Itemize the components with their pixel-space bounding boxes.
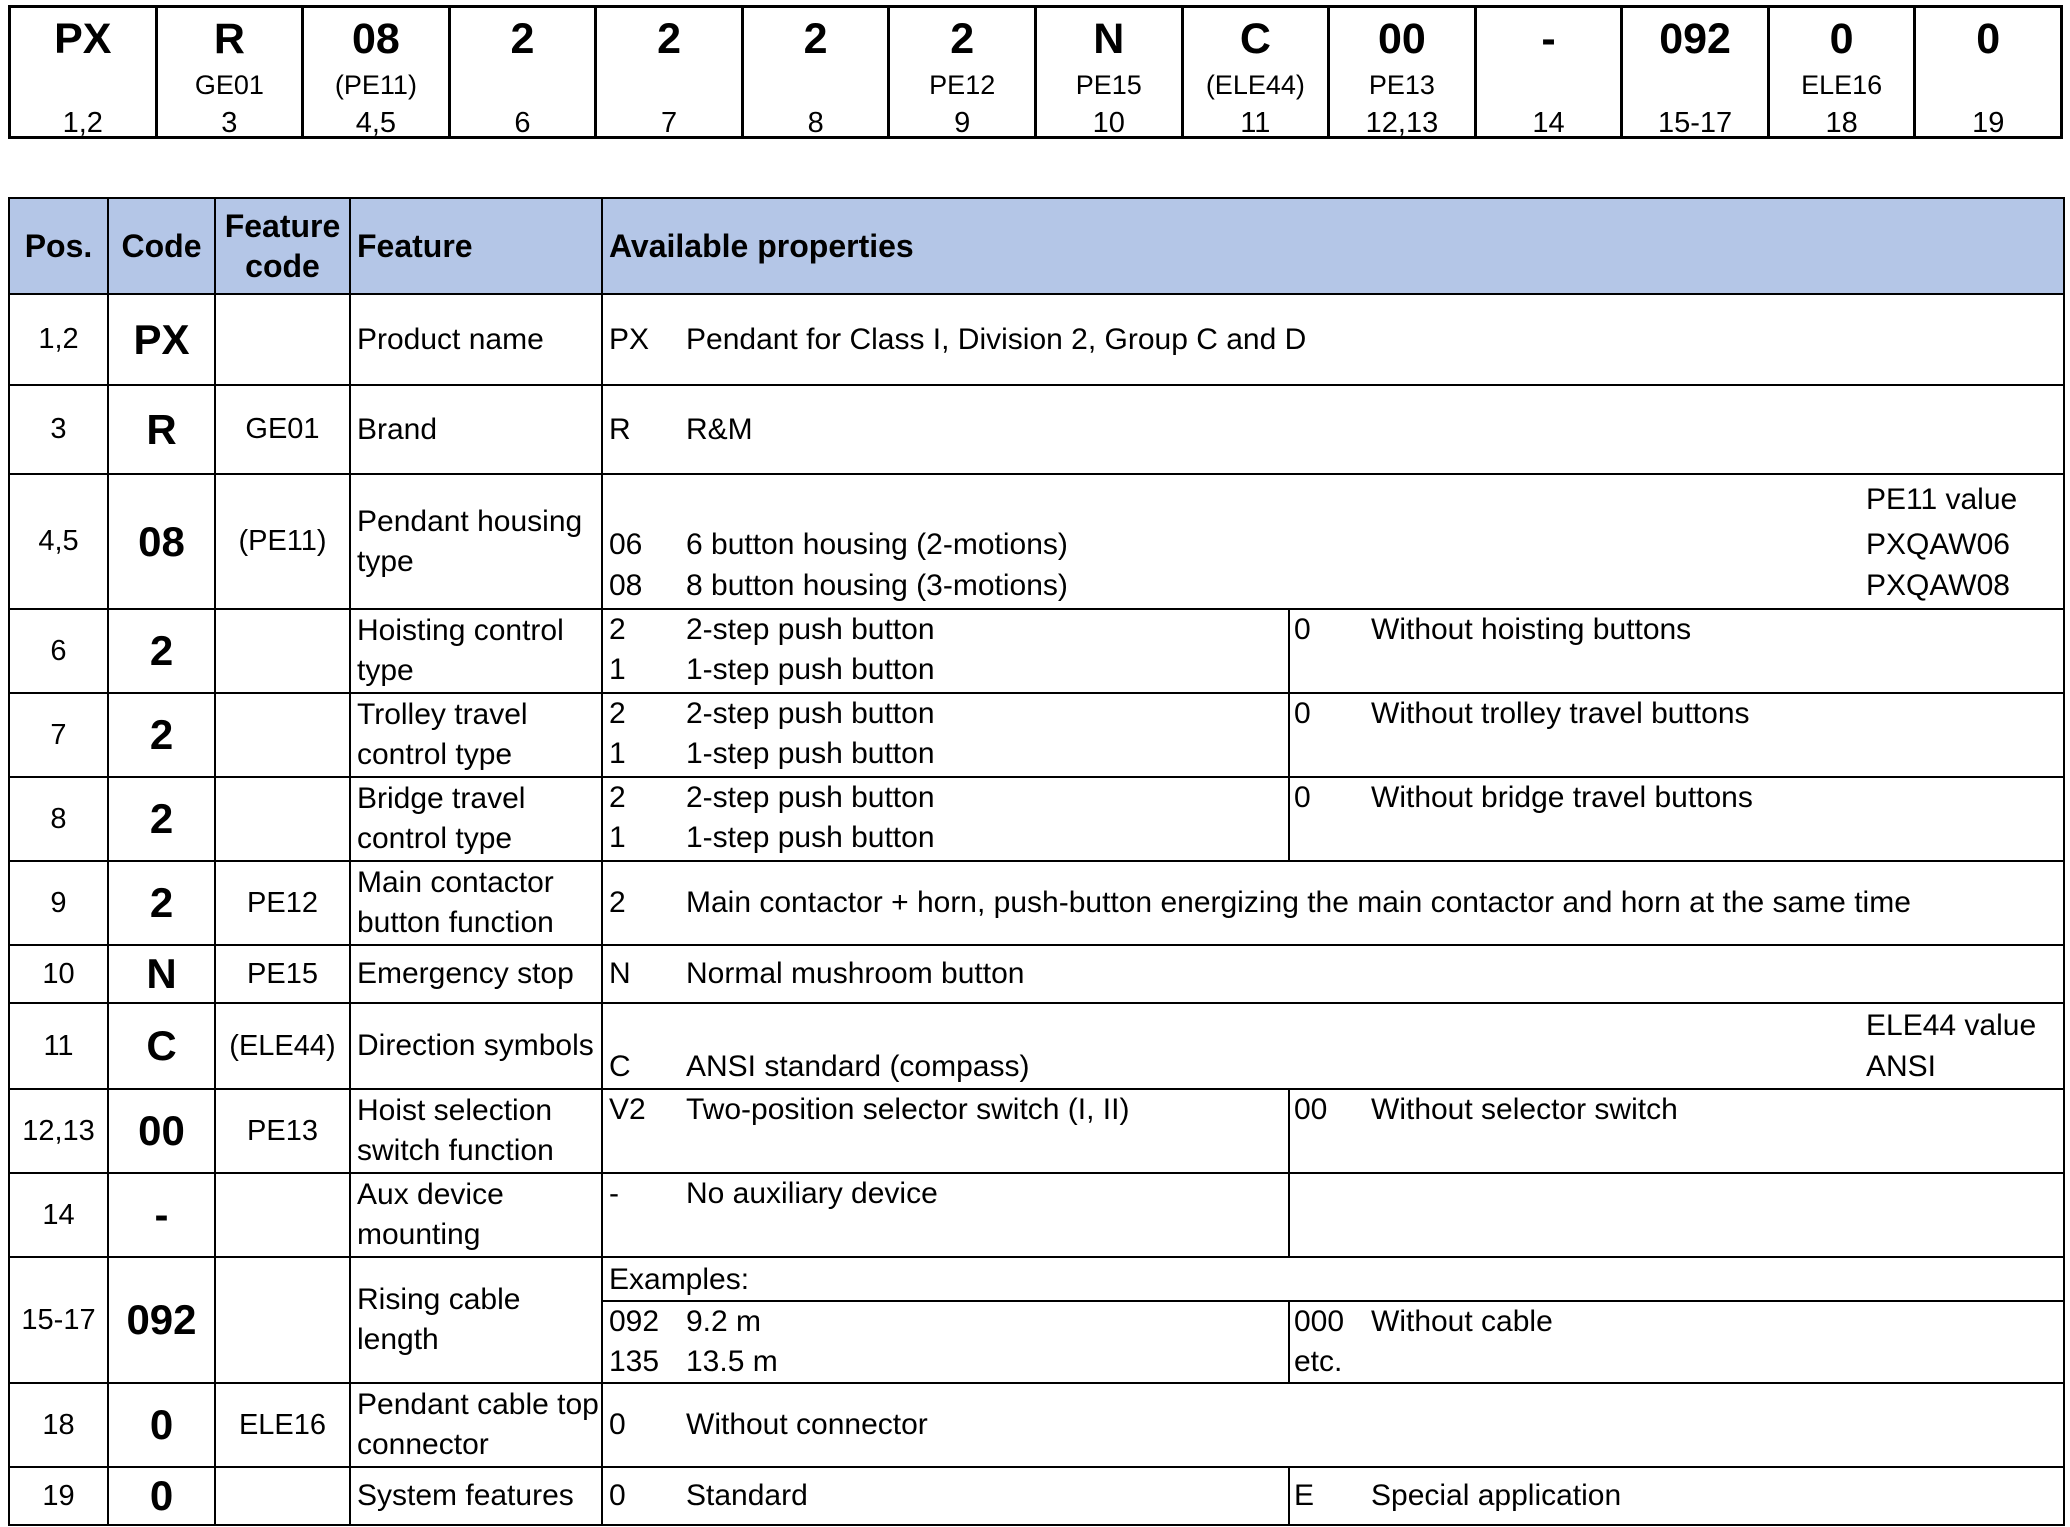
pos-cell: 3 — [9, 385, 108, 474]
properties-cell — [602, 693, 2064, 777]
property-value: Pendant for Class I, Division 2, Group C and D — [686, 323, 1307, 356]
code-position: 14 — [1532, 107, 1565, 139]
property-line — [603, 734, 2063, 774]
property-value: R&M — [686, 413, 753, 446]
code-cell: 092 — [108, 1257, 215, 1383]
table-row — [9, 385, 2064, 474]
code-value: R — [213, 15, 245, 63]
pos-cell: 8 — [9, 777, 108, 861]
code-cell: - — [108, 1173, 215, 1257]
property-line — [603, 566, 2063, 606]
property-key: 2 — [609, 697, 626, 730]
feature-cell: Aux device mounting — [350, 1173, 602, 1257]
property-key: - — [609, 1177, 619, 1210]
pos-cell: 18 — [9, 1383, 108, 1467]
property-line — [603, 610, 2063, 650]
code-cell: 0 — [108, 1383, 215, 1467]
table-row — [9, 693, 2064, 777]
code-feature: PE13 — [1368, 70, 1435, 100]
property-value: 9.2 m — [686, 1305, 762, 1338]
property-key: 0 — [609, 1479, 626, 1512]
feature-code-cell: PE15 — [215, 945, 350, 1003]
code-cell — [304, 8, 451, 139]
code-cell — [1623, 8, 1770, 139]
property-line — [603, 694, 2063, 734]
table-row — [9, 1383, 2064, 1467]
code-cell — [744, 8, 891, 139]
code-position: 10 — [1092, 107, 1125, 139]
table-row — [9, 1089, 2064, 1173]
property-key: N — [609, 957, 631, 990]
code-position: 18 — [1825, 107, 1858, 139]
table-row — [9, 1467, 2064, 1525]
pos-cell: 9 — [9, 861, 108, 945]
properties-cell — [602, 609, 2064, 693]
table-row — [9, 777, 2064, 861]
code-value: PX — [54, 15, 112, 63]
feature-code-cell: PE13 — [215, 1089, 350, 1173]
ele44-value: ANSI — [1866, 1050, 1937, 1083]
property-line — [603, 1174, 2063, 1214]
pos-cell: 1,2 — [9, 294, 108, 385]
code-position: 4,5 — [355, 107, 397, 139]
code-value: 092 — [1659, 15, 1731, 63]
properties-cell — [602, 1383, 2064, 1467]
code-cell — [1770, 8, 1917, 139]
table-row — [9, 1257, 2064, 1383]
property-line — [603, 1302, 2063, 1342]
property-line — [603, 1476, 2063, 1516]
table-row — [9, 1173, 2064, 1257]
header-pos: Pos. — [9, 198, 108, 294]
pos-cell: 19 — [9, 1467, 108, 1525]
pe11-value: PXQAW06 — [1866, 528, 2010, 561]
pos-cell: 12,13 — [9, 1089, 108, 1173]
pos-cell: 11 — [9, 1003, 108, 1089]
properties-cell — [602, 945, 2064, 1003]
property-line — [603, 1342, 2063, 1382]
code-value: 0 — [1976, 15, 2001, 63]
property-key: 08 — [609, 569, 643, 602]
feature-code-cell: PE12 — [215, 861, 350, 945]
property-value: 1-step push button — [686, 653, 935, 686]
table-row — [9, 474, 2064, 609]
code-cell: R — [108, 385, 215, 474]
property-line — [603, 410, 2063, 450]
properties-cell — [602, 385, 2064, 474]
code-cell: 2 — [108, 861, 215, 945]
code-cell: 00 — [108, 1089, 215, 1173]
code-cell — [11, 8, 158, 139]
property-key: 0 — [609, 1408, 626, 1441]
feature-cell: Pendant housing type — [350, 474, 602, 609]
feature-cell: Brand — [350, 385, 602, 474]
feature-cell: Direction symbols — [350, 1003, 602, 1089]
table-header-row — [9, 198, 2064, 294]
code-value: 2 — [510, 15, 535, 63]
feature-code-cell — [215, 609, 350, 693]
pos-cell: 6 — [9, 609, 108, 693]
property-key: R — [609, 413, 631, 446]
property-value: 13.5 m — [686, 1345, 778, 1378]
property-key: V2 — [609, 1093, 646, 1126]
feature-cell: Pendant cable top connector — [350, 1383, 602, 1467]
property-line — [603, 320, 2063, 360]
code-value: 2 — [657, 15, 682, 63]
pos-cell: 7 — [9, 693, 108, 777]
property-line — [603, 1047, 2063, 1087]
pe11-value-label: PE11 value — [1866, 483, 2018, 516]
code-value: 00 — [1378, 15, 1426, 63]
feature-code-cell: ELE16 — [215, 1383, 350, 1467]
code-value: N — [1093, 15, 1125, 63]
code-cell — [1477, 8, 1624, 139]
code-cell: 0 — [108, 1467, 215, 1525]
properties-cell — [602, 474, 2064, 609]
property-line — [603, 954, 2063, 994]
property-key: 092 — [609, 1305, 660, 1338]
properties-cell — [602, 861, 2064, 945]
feature-code-cell — [215, 294, 350, 385]
code-value: 08 — [352, 15, 400, 63]
pos-cell: 14 — [9, 1173, 108, 1257]
code-cell: 2 — [108, 693, 215, 777]
property-value: 2-step push button — [686, 697, 935, 730]
code-position: 15-17 — [1657, 107, 1733, 139]
property-value: Special application — [1371, 1479, 1622, 1512]
properties-cell — [602, 294, 2064, 385]
code-cell — [1330, 8, 1477, 139]
feature-code-cell — [215, 1173, 350, 1257]
property-key: 1 — [609, 653, 626, 686]
feature-code-cell — [215, 1467, 350, 1525]
property-value: Without hoisting buttons — [1371, 613, 1692, 646]
property-key: 000 — [1294, 1305, 1345, 1338]
code-value: 2 — [950, 15, 975, 63]
feature-cell: Rising cable length — [350, 1257, 602, 1383]
table-row — [9, 945, 2064, 1003]
feature-cell: Hoisting control type — [350, 609, 602, 693]
property-line — [603, 1405, 2063, 1445]
code-feature: GE01 — [194, 70, 264, 100]
code-position: 8 — [807, 107, 824, 139]
property-key: 1 — [609, 737, 626, 770]
code-cell — [890, 8, 1037, 139]
property-line — [603, 818, 2063, 858]
code-feature: (ELE44) — [1205, 70, 1305, 100]
property-value: 2-step push button — [686, 781, 935, 814]
property-key: etc. — [1294, 1345, 1343, 1378]
property-key: C — [609, 1050, 631, 1083]
feature-code-cell — [215, 693, 350, 777]
code-value: C — [1239, 15, 1271, 63]
pos-cell: 10 — [9, 945, 108, 1003]
pos-cell: 4,5 — [9, 474, 108, 609]
feature-cell: Bridge travel control type — [350, 777, 602, 861]
property-line — [603, 883, 2063, 923]
feature-code-cell: (ELE44) — [215, 1003, 350, 1089]
ele44-value-label: ELE44 value — [1866, 1009, 2037, 1042]
property-value: Without trolley travel buttons — [1371, 697, 1750, 730]
property-value: 1-step push button — [686, 821, 935, 854]
code-feature: (PE11) — [334, 70, 417, 100]
property-line — [603, 650, 2063, 690]
property-key: 2 — [609, 886, 626, 919]
code-cell: C — [108, 1003, 215, 1089]
property-value: Main contactor + horn, push-button energizing the main contactor and horn at the same time — [686, 886, 1911, 919]
property-key: 0 — [1294, 781, 1311, 814]
code-position: 9 — [954, 107, 971, 139]
type-code-strip — [8, 5, 2063, 139]
property-key: 135 — [609, 1345, 660, 1378]
code-feature: PE15 — [1075, 70, 1142, 100]
code-cell: N — [108, 945, 215, 1003]
code-feature: ELE16 — [1801, 70, 1883, 100]
property-value: Without cable — [1371, 1305, 1553, 1338]
property-value: 8 button housing (3-motions) — [686, 569, 1068, 602]
specification-table — [8, 197, 2065, 1526]
property-key: 2 — [609, 613, 626, 646]
code-feature: PE12 — [929, 70, 996, 100]
properties-cell — [602, 1257, 2064, 1383]
code-cell — [1184, 8, 1331, 139]
property-value: Without selector switch — [1371, 1093, 1678, 1126]
code-cell: 2 — [108, 609, 215, 693]
property-value: Two-position selector switch (I, II) — [686, 1093, 1130, 1126]
property-value: 6 button housing (2-motions) — [686, 528, 1068, 561]
table-row — [9, 1003, 2064, 1089]
property-value: Without bridge travel buttons — [1371, 781, 1753, 814]
property-value: Without connector — [686, 1408, 928, 1441]
property-key: 0 — [1294, 697, 1311, 730]
feature-cell: Emergency stop — [350, 945, 602, 1003]
code-cell — [451, 8, 598, 139]
property-key: PX — [609, 323, 650, 356]
property-key: 00 — [1294, 1093, 1328, 1126]
property-line — [603, 525, 2063, 565]
properties-cell — [602, 1173, 2064, 1257]
feature-code-cell — [215, 1257, 350, 1383]
code-position: 19 — [1972, 107, 2005, 139]
feature-cell: System features — [350, 1467, 602, 1525]
property-value: Normal mushroom button — [686, 957, 1025, 990]
code-cell: PX — [108, 294, 215, 385]
feature-cell: Main contactor button function — [350, 861, 602, 945]
code-value: 2 — [803, 15, 828, 63]
code-cell: 08 — [108, 474, 215, 609]
property-key: 0 — [1294, 613, 1311, 646]
header-feature: Feature — [350, 198, 602, 294]
code-cell — [158, 8, 305, 139]
code-value: - — [1541, 15, 1556, 63]
feature-code-cell — [215, 777, 350, 861]
property-key: 06 — [609, 528, 643, 561]
feature-cell: Product name — [350, 294, 602, 385]
code-position: 1,2 — [62, 107, 103, 139]
code-position: 7 — [660, 107, 678, 139]
property-key: 1 — [609, 821, 626, 854]
code-position: 6 — [514, 107, 531, 139]
property-value: Standard — [686, 1479, 808, 1512]
property-value: 1-step push button — [686, 737, 935, 770]
property-key: E — [1294, 1479, 1315, 1512]
property-value: ANSI standard (compass) — [686, 1050, 1030, 1083]
code-position: 3 — [221, 107, 238, 139]
properties-cell — [602, 777, 2064, 861]
feature-cell: Hoist selection switch function — [350, 1089, 602, 1173]
property-key: 2 — [609, 781, 626, 814]
header-available-properties: Available properties — [602, 198, 2064, 294]
feature-code-cell: (PE11) — [215, 474, 350, 609]
code-cell: 2 — [108, 777, 215, 861]
feature-code-cell: GE01 — [215, 385, 350, 474]
header-feature-code: Feature code — [215, 198, 350, 294]
feature-cell: Trolley travel control type — [350, 693, 602, 777]
property-value: No auxiliary device — [686, 1177, 938, 1210]
pe11-value: PXQAW08 — [1866, 569, 2010, 602]
code-position: 11 — [1240, 107, 1271, 139]
table-row — [9, 294, 2064, 385]
header-code: Code — [108, 198, 215, 294]
code-cell — [1037, 8, 1184, 139]
properties-cell — [602, 1003, 2064, 1089]
properties-cell — [602, 1467, 2064, 1525]
property-line — [603, 778, 2063, 818]
code-value: 0 — [1829, 15, 1854, 63]
table-row — [9, 609, 2064, 693]
property-line — [603, 1090, 2063, 1130]
property-value: 2-step push button — [686, 613, 935, 646]
code-cell — [1916, 8, 2063, 139]
properties-cell — [602, 1089, 2064, 1173]
table-row — [9, 861, 2064, 945]
code-cell — [597, 8, 744, 139]
examples-label: Examples: — [609, 1263, 750, 1296]
code-position: 12,13 — [1365, 107, 1439, 139]
pos-cell: 15-17 — [9, 1257, 108, 1383]
